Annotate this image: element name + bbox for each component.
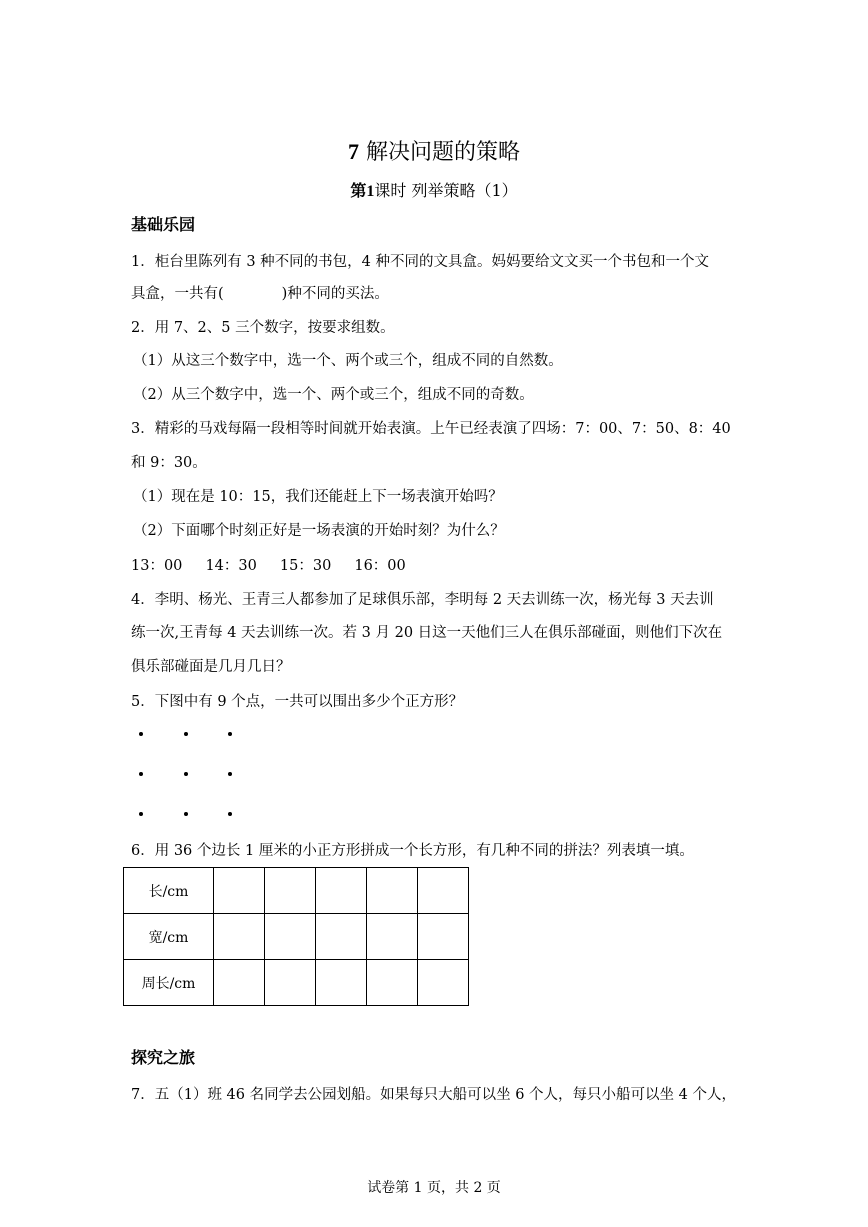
q7-line-1: 7．五（1）班 46 名同学去公园划船。如果每只大船可以坐 6 个人，每只小船可以坐 4 个人， — [131, 1087, 737, 1103]
q2-part-2: （2）从三个数字中，选一个、两个或三个，组成不同的奇数。 — [133, 387, 534, 403]
q6-stem: 6．用 36 个边长 1 厘米的小正方形拼成一个长方形，有几种不同的拼法？列表填一填。 — [131, 843, 694, 859]
answer-cell[interactable] — [214, 868, 265, 914]
answer-cell[interactable] — [316, 914, 367, 960]
grid-dot — [139, 732, 143, 736]
title-text: 解决问题的策略 — [359, 140, 520, 165]
grid-dot — [139, 812, 143, 816]
answer-cell[interactable] — [418, 868, 469, 914]
q4-line-1: 4．李明、杨光、王青三人都参加了足球俱乐部，李明每 2 天去训练一次，杨光每 3 天去训 — [131, 592, 714, 608]
q5-stem: 5．下图中有 9 个点，一共可以围出多少个正方形？ — [131, 694, 464, 710]
answer-cell[interactable] — [367, 960, 418, 1006]
grid-dot — [184, 772, 188, 776]
subtitle-prefix: 第 — [350, 181, 367, 200]
page-footer: 试卷第 1 页，共 2 页 — [367, 1180, 501, 1196]
page-title — [0, 137, 868, 168]
grid-dot — [184, 732, 188, 736]
answer-cell[interactable] — [367, 914, 418, 960]
q1-line-2 — [131, 283, 741, 305]
q3-line-1: 3．精彩的马戏每隔一段相等时间就开始表演。上午已经表演了四场：7：00、7：50、8：40 — [131, 421, 731, 437]
answer-cell[interactable] — [316, 960, 367, 1006]
page-subtitle — [0, 179, 868, 204]
grid-dot — [184, 812, 188, 816]
row-header-perimeter: 周长/cm — [124, 960, 214, 1006]
q3-time-options: 13：00 14：30 15：30 16：00 — [131, 558, 406, 574]
subtitle-text: 课时 列举策略（1） — [374, 181, 518, 200]
q4-line-3: 俱乐部碰面是几月几日？ — [131, 659, 291, 675]
grid-dot — [228, 772, 232, 776]
title-number: 7 — [348, 139, 359, 164]
table-row — [124, 914, 469, 960]
section-heading-basic: 基础乐园 — [131, 215, 196, 234]
answer-cell[interactable] — [316, 868, 367, 914]
row-header-width: 宽/cm — [124, 914, 214, 960]
q1-line-1: 1．柜台里陈列有 3 种不同的书包，4 种不同的文具盒。妈妈要给文文买一个书包和一个文 — [131, 254, 709, 270]
answer-cell[interactable] — [214, 960, 265, 1006]
q3-part-1: （1）现在是 10：15，我们还能赶上下一场表演开始吗？ — [133, 489, 503, 505]
answer-cell[interactable] — [265, 960, 316, 1006]
answer-cell[interactable] — [265, 914, 316, 960]
answer-cell[interactable] — [418, 960, 469, 1006]
q3-line-2: 和 9：30。 — [131, 455, 207, 471]
q2-part-1: （1）从这三个数字中，选一个、两个或三个，组成不同的自然数。 — [133, 353, 563, 369]
table-row — [124, 960, 469, 1006]
grid-dot — [139, 772, 143, 776]
q3-part-2: （2）下面哪个时刻正好是一场表演的开始时刻？为什么？ — [133, 523, 505, 539]
rectangle-dimensions-table — [123, 867, 469, 1006]
answer-cell[interactable] — [214, 914, 265, 960]
answer-cell[interactable] — [418, 914, 469, 960]
q1-text-after-blank: )种不同的买法。 — [281, 286, 389, 302]
answer-cell[interactable] — [265, 868, 316, 914]
grid-dot — [228, 812, 232, 816]
row-header-length: 长/cm — [124, 868, 214, 914]
subtitle-number: 1 — [366, 183, 375, 200]
q2-stem: 2．用 7、2、5 三个数字，按要求组数。 — [131, 320, 395, 336]
answer-cell[interactable] — [367, 868, 418, 914]
section-heading-explore: 探究之旅 — [131, 1048, 196, 1067]
grid-dot — [228, 732, 232, 736]
table-row — [124, 868, 469, 914]
nine-dot-grid — [131, 724, 271, 824]
q1-text-before-blank: 具盒，一共有( — [131, 286, 224, 302]
q4-line-2: 练一次,王青每 4 天去训练一次。若 3 月 20 日这一天他们三人在俱乐部碰面，则他们下次在 — [131, 625, 723, 641]
